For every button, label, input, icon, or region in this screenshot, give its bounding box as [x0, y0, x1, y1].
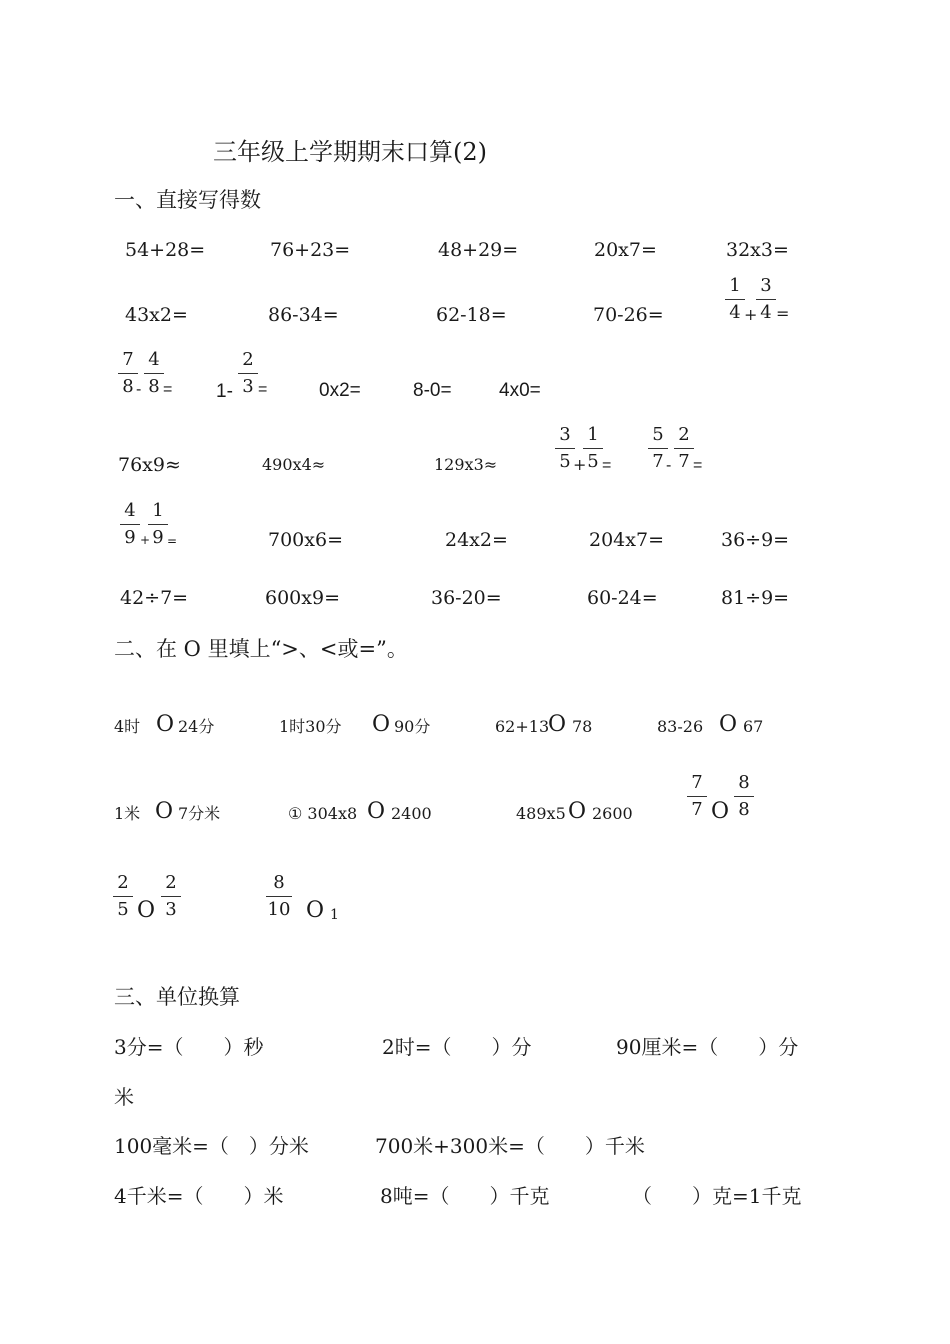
fraction: 1 9 — [148, 502, 168, 547]
compare-circle: O — [155, 799, 174, 824]
expr: 24x2= — [445, 529, 508, 551]
expr: 76x9≈ — [118, 454, 181, 476]
conversion-item: 米 — [114, 1085, 134, 1109]
compare-circle: O — [711, 799, 730, 824]
compare-right: 1 — [330, 907, 339, 923]
conversion-item: 4千米=（ ）米 — [114, 1184, 284, 1208]
expr: 700x6= — [268, 529, 343, 551]
compare-right: 2600 — [592, 804, 633, 823]
expr: 32x3= — [726, 239, 789, 261]
expr: 20x7= — [594, 239, 657, 261]
compare-circle: O — [306, 898, 325, 923]
fraction: 1 4 — [725, 277, 745, 322]
fraction: 2 3 — [161, 874, 181, 919]
conversion-item: 700米+300米=（ ）千米 — [375, 1134, 645, 1158]
compare-left: 1米 — [114, 804, 141, 823]
compare-circle: O — [568, 799, 587, 824]
equals: = — [693, 457, 703, 474]
fraction: 4 9 — [120, 502, 140, 547]
compare-right: 7分米 — [178, 804, 221, 823]
compare-left: 83-26 — [657, 717, 704, 736]
fraction: 7 8 — [118, 351, 138, 396]
compare-right: 67 — [743, 717, 764, 736]
compare-circle: O — [156, 712, 175, 737]
fraction: 5 7 — [648, 426, 668, 471]
fraction: 4 8 — [144, 351, 164, 396]
expr: 86-34= — [268, 304, 339, 326]
compare-circle: O — [137, 898, 156, 923]
equals: = — [776, 304, 790, 323]
equals: = — [602, 457, 612, 474]
page-title: 三年级上学期期末口算(2) — [213, 138, 487, 166]
expr: 70-26= — [593, 304, 664, 326]
fraction: 1 5 — [583, 426, 603, 471]
fraction: 2 5 — [113, 874, 133, 919]
operator: + — [573, 455, 587, 474]
expr: 8-0= — [413, 380, 452, 401]
expr: 129x3≈ — [434, 455, 498, 474]
fraction: 8 8 — [734, 774, 754, 819]
compare-right: 90分 — [394, 717, 431, 736]
compare-right: 2400 — [391, 804, 432, 823]
compare-left: 1时30分 — [279, 717, 342, 736]
equals: = — [163, 381, 173, 398]
fraction: 7 7 — [687, 774, 707, 819]
expr: 48+29= — [438, 239, 519, 261]
fraction: 8 10 — [267, 872, 291, 920]
expr: 1- — [216, 381, 233, 402]
conversion-item: 2时=（ ）分 — [382, 1035, 532, 1059]
expr: 54+28= — [125, 239, 206, 261]
fraction: 3 4 — [756, 277, 776, 322]
compare-right: 24分 — [178, 717, 215, 736]
compare-left: 62+13 — [495, 717, 550, 736]
section-heading-2: 二、在 O 里填上“>、<或=”。 — [114, 637, 408, 661]
expr: 490x4≈ — [262, 455, 326, 474]
expr: 76+23= — [270, 239, 351, 261]
expr: 204x7= — [589, 529, 664, 551]
expr: 0x2= — [319, 380, 361, 401]
conversion-item: （ ）克=1千克 — [632, 1184, 802, 1208]
fraction: 3 5 — [555, 426, 575, 471]
conversion-item: 3分=（ ）秒 — [114, 1035, 264, 1059]
compare-left: 489x5 — [516, 804, 566, 823]
operator: + — [744, 305, 758, 324]
equals: = — [167, 534, 178, 548]
compare-right: 78 — [572, 717, 593, 736]
equals: = — [258, 381, 268, 398]
compare-circle: O — [719, 712, 738, 737]
expr: 62-18= — [436, 304, 507, 326]
compare-left: ① 304x8 — [288, 804, 358, 823]
expr: 4x0= — [499, 380, 541, 401]
compare-left: 4时 — [114, 717, 141, 736]
compare-circle: O — [372, 712, 391, 737]
operator: - — [666, 457, 672, 474]
section-heading-3: 三、单位换算 — [114, 985, 240, 1009]
compare-circle: O — [548, 712, 567, 737]
expr: 36÷9= — [721, 529, 790, 551]
operator: - — [136, 381, 142, 398]
conversion-item: 8吨=（ ）千克 — [380, 1184, 550, 1208]
fraction: 2 7 — [674, 426, 694, 471]
expr: 81÷9= — [721, 587, 790, 609]
expr: 60-24= — [587, 587, 658, 609]
operator: + — [140, 533, 151, 547]
expr: 43x2= — [125, 304, 188, 326]
compare-circle: O — [367, 799, 386, 824]
section-heading-1: 一、直接写得数 — [114, 188, 261, 212]
expr: 42÷7= — [120, 587, 189, 609]
expr: 600x9= — [265, 587, 340, 609]
fraction: 2 3 — [238, 351, 258, 396]
conversion-item: 90厘米=（ ）分 — [616, 1035, 799, 1059]
conversion-item: 100毫米=（ ）分米 — [114, 1134, 309, 1158]
expr: 36-20= — [431, 587, 502, 609]
